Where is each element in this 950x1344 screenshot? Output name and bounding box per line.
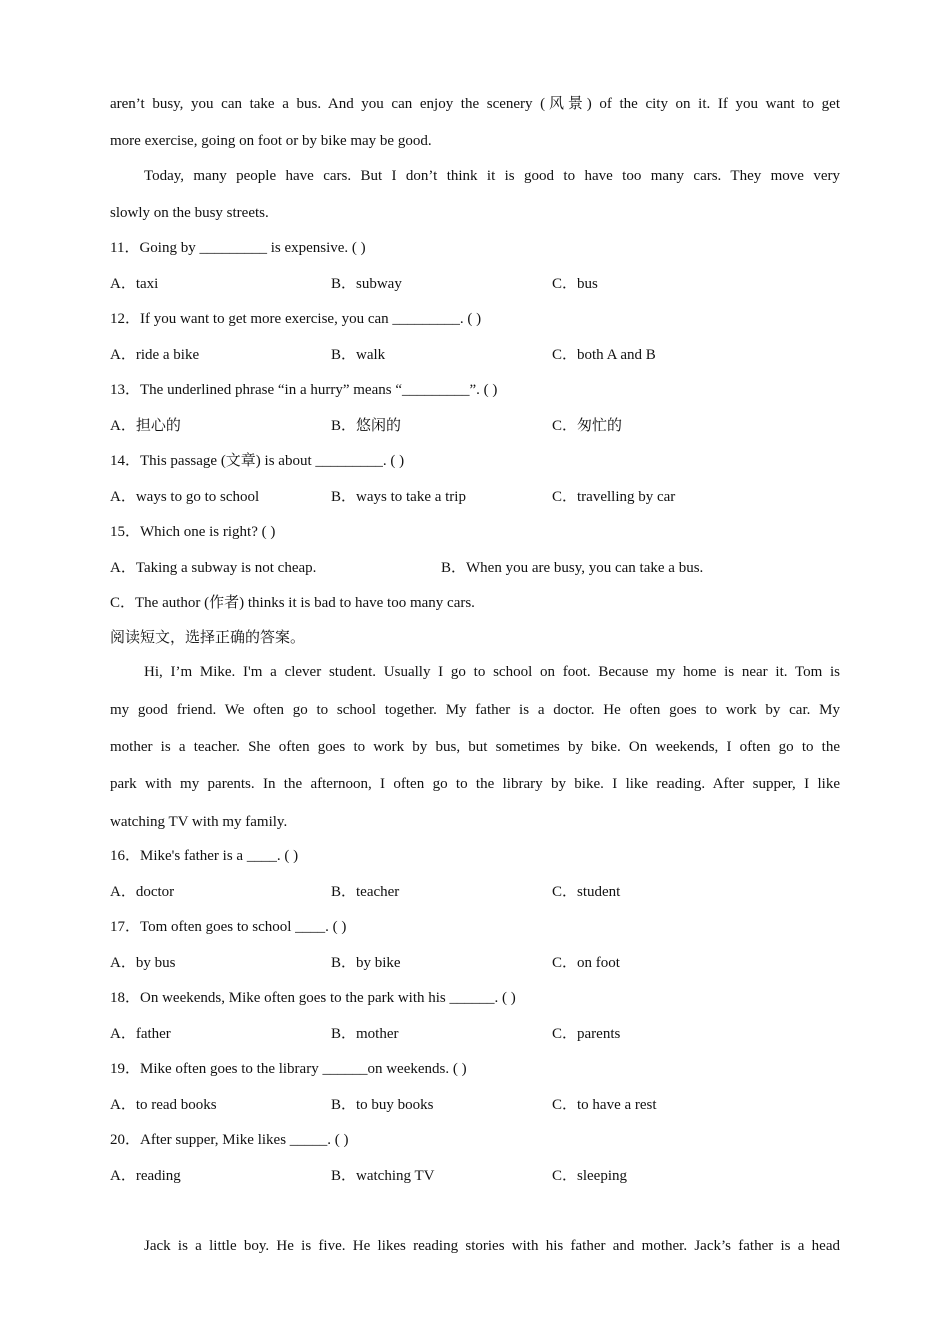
q17-option-b[interactable]: B．by bike xyxy=(331,955,401,971)
q16-option-a[interactable]: A．doctor xyxy=(110,884,175,900)
q14-option-c[interactable]: C．travelling by car xyxy=(552,489,676,505)
q15-option-b[interactable]: B．When you are busy, you can take a bus. xyxy=(441,560,704,576)
q12-option-b[interactable]: B．walk xyxy=(331,347,386,363)
question-20-stem: 20．After supper, Mike likes _____. ( ) xyxy=(110,1132,349,1148)
question-15-stem: 15．Which one is right? ( ) xyxy=(110,524,276,540)
question-12-stem: 12．If you want to get more exercise, you can _________. ( ) xyxy=(110,311,482,327)
q18-option-c[interactable]: C．parents xyxy=(552,1026,621,1042)
passage-line: watching TV with my family. xyxy=(110,814,288,830)
q15-option-a[interactable]: A．Taking a subway is not cheap. xyxy=(110,560,317,576)
q17-option-a[interactable]: A．by bus xyxy=(110,955,176,971)
q14-option-a[interactable]: A．ways to go to school xyxy=(110,489,260,505)
question-17-stem: 17．Tom often goes to school ____. ( ) xyxy=(110,919,347,935)
passage-line: aren’t busy, you can take a bus. And you can enjoy the scenery (风景) of the city on it. If you want to get xyxy=(110,96,840,112)
q18-option-b[interactable]: B．mother xyxy=(331,1026,399,1042)
question-13-stem: 13．The underlined phrase “in a hurry” means “_________”. ( ) xyxy=(110,382,498,398)
q13-option-a[interactable]: A．担心的 xyxy=(110,418,181,434)
question-16-stem: 16．Mike's father is a ____. ( ) xyxy=(110,848,299,864)
section-instruction: 阅读短文，选择正确的答案。 xyxy=(110,630,306,646)
q13-option-b[interactable]: B．悠闲的 xyxy=(331,418,402,434)
q19-option-b[interactable]: B．to buy books xyxy=(331,1097,434,1113)
passage-line: park with my parents. In the afternoon, I often go to the library by bike. I like reading. After supper, I like xyxy=(110,776,840,792)
question-11-stem: 11．Going by _________ is expensive. ( ) xyxy=(110,240,366,256)
q15-option-c[interactable]: C．The author (作者) thinks it is bad to have too many cars. xyxy=(110,595,475,611)
q19-option-a[interactable]: A．to read books xyxy=(110,1097,217,1113)
q13-option-c[interactable]: C．匆忙的 xyxy=(552,418,623,434)
question-18-stem: 18．On weekends, Mike often goes to the park with his ______. ( ) xyxy=(110,990,516,1006)
passage-line: more exercise, going on foot or by bike may be good. xyxy=(110,133,432,149)
q11-option-b[interactable]: B．subway xyxy=(331,276,402,292)
passage-line: my good friend. We often go to school together. My father is a doctor. He often goes to work by car. My xyxy=(110,702,840,718)
q19-option-c[interactable]: C．to have a rest xyxy=(552,1097,657,1113)
q20-option-a[interactable]: A．reading xyxy=(110,1168,181,1184)
q20-option-c[interactable]: C．sleeping xyxy=(552,1168,627,1184)
question-14-stem: 14．This passage (文章) is about _________. ( ) xyxy=(110,453,405,469)
passage-line: slowly on the busy streets. xyxy=(110,205,269,221)
q11-option-a[interactable]: A．taxi xyxy=(110,276,159,292)
q12-option-c[interactable]: C．both A and B xyxy=(552,347,656,363)
q17-option-c[interactable]: C．on foot xyxy=(552,955,620,971)
passage-line: mother is a teacher. She often goes to work by bus, but sometimes by bike. On weekends, I often go to the xyxy=(110,739,840,755)
q12-option-a[interactable]: A．ride a bike xyxy=(110,347,200,363)
q16-option-b[interactable]: B．teacher xyxy=(331,884,400,900)
passage-line: Hi, I’m Mike. I'm a clever student. Usually I go to school on foot. Because my home is near it. Tom is xyxy=(144,664,840,680)
q11-option-c[interactable]: C．bus xyxy=(552,276,598,292)
passage-line: Today, many people have cars. But I don’t think it is good to have too many cars. They move very xyxy=(144,168,840,184)
q18-option-a[interactable]: A．father xyxy=(110,1026,171,1042)
q16-option-c[interactable]: C．student xyxy=(552,884,621,900)
question-19-stem: 19．Mike often goes to the library ______on weekends. ( ) xyxy=(110,1061,467,1077)
q14-option-b[interactable]: B．ways to take a trip xyxy=(331,489,466,505)
passage-line: Jack is a little boy. He is five. He likes reading stories with his father and mother. Jack’s father is a head xyxy=(144,1238,840,1254)
q20-option-b[interactable]: B．watching TV xyxy=(331,1168,435,1184)
